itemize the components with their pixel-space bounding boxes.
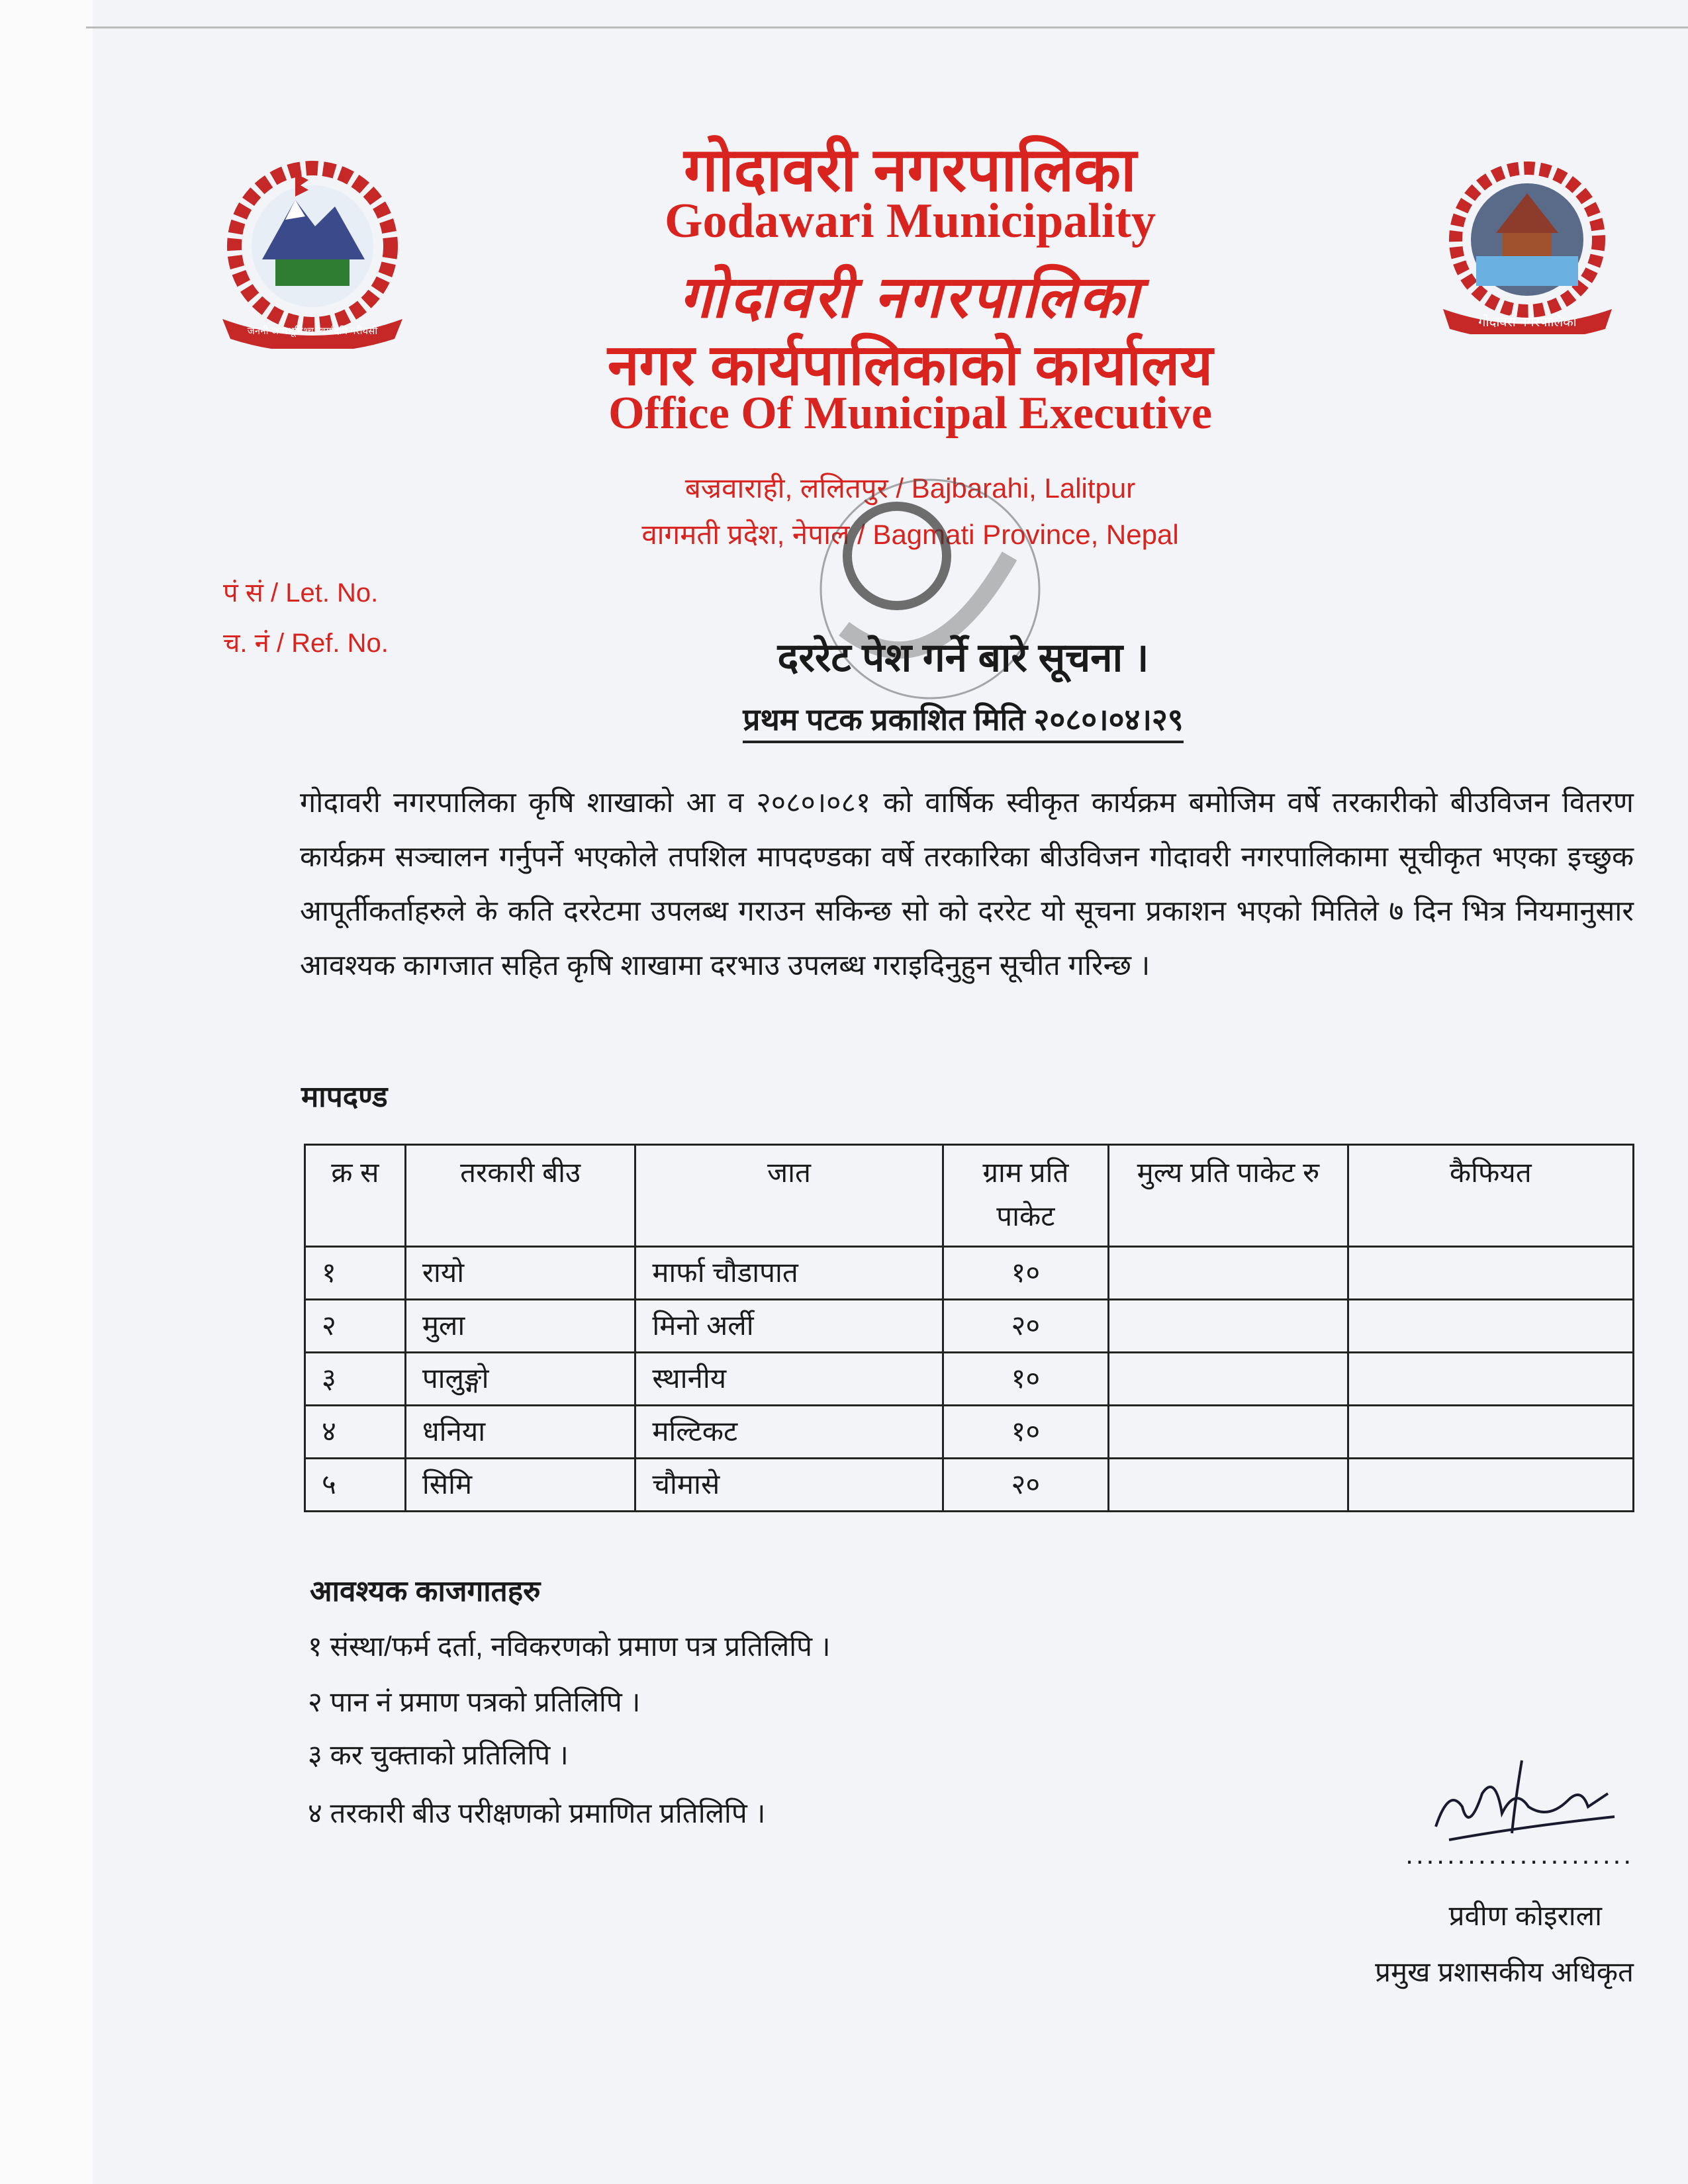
cell-variety: मल्टिकट bbox=[635, 1406, 943, 1459]
cell-variety: चौमासे bbox=[635, 1459, 943, 1512]
signatory-name: प्रवीण कोइराला bbox=[1448, 1900, 1602, 1931]
address-line-1: बज्रवाराही, ललितपुर / Bajbarahi, Lalitpur bbox=[684, 473, 1136, 504]
header-sn: क्र स bbox=[305, 1145, 406, 1247]
left-logo-motto: जननी जन्मभूमिश्च स्वर्गादपि गरीयसी bbox=[247, 326, 378, 337]
seed-criteria-table bbox=[304, 1144, 1634, 1512]
notice-title: दररेट पेश गर्ने बारे सूचना । bbox=[777, 635, 1149, 680]
cell-remarks bbox=[1348, 1406, 1633, 1459]
address-line-2: वागमती प्रदेश, नेपाल / Bagmati Province, Nepal bbox=[641, 519, 1179, 550]
header-seed: तरकारी बीउ bbox=[405, 1145, 635, 1247]
criteria-label: मापदण्ड bbox=[301, 1081, 388, 1113]
table-row bbox=[305, 1353, 1634, 1406]
scan-edge-line bbox=[86, 26, 1688, 28]
document-item: २ पान नं प्रमाण पत्रको प्रतिलिपि । bbox=[308, 1686, 641, 1717]
header-remarks: कैफियत bbox=[1348, 1145, 1633, 1247]
scan-margin bbox=[0, 0, 93, 2184]
cell-grams: १० bbox=[943, 1247, 1109, 1300]
table-row bbox=[305, 1300, 1634, 1353]
reference-number-label: च. नं / Ref. No. bbox=[223, 629, 389, 658]
cell-price bbox=[1109, 1406, 1348, 1459]
cell-variety: मिनो अर्ली bbox=[635, 1300, 943, 1353]
letter-number-label: पं सं / Let. No. bbox=[223, 578, 379, 608]
header-variety: जात bbox=[635, 1145, 943, 1247]
header-gram-per-packet: ग्राम प्रति पाकेट bbox=[943, 1145, 1109, 1247]
municipality-name-newari: गोदावरी नगरपालिका bbox=[679, 264, 1141, 330]
cell-sn: ४ bbox=[305, 1406, 406, 1459]
publication-date: प्रथम पटक प्रकाशित मिति २०८०।०४।२९ bbox=[314, 698, 1612, 739]
cell-remarks bbox=[1348, 1247, 1633, 1300]
cell-seed: धनिया bbox=[405, 1406, 635, 1459]
municipality-name-nepali: गोदावरी नगरपालिका bbox=[684, 136, 1137, 204]
signatory-designation: प्रमुख प्रशासकीय अधिकृत bbox=[1375, 1956, 1634, 1987]
cell-seed: सिमि bbox=[405, 1459, 635, 1512]
cell-grams: १० bbox=[943, 1406, 1109, 1459]
cell-price bbox=[1109, 1300, 1348, 1353]
cell-variety: स्थानीय bbox=[635, 1353, 943, 1406]
cell-seed: रायो bbox=[405, 1247, 635, 1300]
cell-remarks bbox=[1348, 1353, 1633, 1406]
cell-remarks bbox=[1348, 1459, 1633, 1512]
cell-price bbox=[1109, 1247, 1348, 1300]
notice-body: गोदावरी नगरपालिका कृषि शाखाको आ व २०८०।०८१ को वार्षिक स्वीकृत कार्यक्रम बमोजिम वर्षे तरकारीको बीउविजन वितरण कार्यक्रम सञ्चालन गर्नुपर्ने भएकोले तपशिल मापदण्डका वर्षे तरकारिका बीउविजन गोदावरी नगरपालिकामा सूचीकृत भएका इच्छुक आपूर्तीकर्ताहरुले के कति दररेटमा उपलब्ध गराउन सकिन्छ सो को दररेट यो सूचना प्रकाशन भएको मितिले ७ दिन भित्र नियमानुसार आवश्यक कागजात सहित कृषि शाखामा दरभाउ उपलब्ध गराइदिनुहुन सूचीत गरिन्छ । bbox=[300, 787, 1634, 981]
table-row bbox=[305, 1406, 1634, 1459]
cell-seed: पालुङ्गो bbox=[405, 1353, 635, 1406]
table-row bbox=[305, 1247, 1634, 1300]
right-logo-ribbon-text: गोदावरी नगरपालिका bbox=[1478, 315, 1577, 330]
document-item: १ संस्था/फर्म दर्ता, नविकरणको प्रमाण पत्र प्रतिलिपि । bbox=[308, 1631, 831, 1662]
document-item: ४ तरकारी बीउ परीक्षणको प्रमाणित प्रतिलिपि । bbox=[308, 1797, 766, 1829]
header-price-per-packet: मुल्य प्रति पाकेट रु bbox=[1109, 1145, 1348, 1247]
cell-price bbox=[1109, 1353, 1348, 1406]
signature bbox=[1423, 1747, 1621, 1853]
cell-sn: ३ bbox=[305, 1353, 406, 1406]
cell-grams: २० bbox=[943, 1459, 1109, 1512]
office-name-english: Office Of Municipal Executive bbox=[608, 388, 1212, 439]
required-documents-label: आवश्यक काजगातहरु bbox=[310, 1575, 541, 1608]
cell-sn: १ bbox=[305, 1247, 406, 1300]
table-row bbox=[305, 1459, 1634, 1512]
cell-variety: मार्फा चौडापात bbox=[635, 1247, 943, 1300]
signature-line: ...................... bbox=[1405, 1839, 1634, 1870]
table-header-row bbox=[305, 1145, 1634, 1247]
document-item: ३ कर चुक्ताको प्रतिलिपि । bbox=[308, 1739, 569, 1770]
office-name-nepali: नगर कार्यपालिकाको कार्यालय bbox=[607, 334, 1213, 397]
cell-sn: २ bbox=[305, 1300, 406, 1353]
cell-seed: मुला bbox=[405, 1300, 635, 1353]
municipality-name-english: Godawari Municipality bbox=[664, 194, 1156, 248]
cell-price bbox=[1109, 1459, 1348, 1512]
cell-grams: २० bbox=[943, 1300, 1109, 1353]
cell-grams: १० bbox=[943, 1353, 1109, 1406]
cell-sn: ५ bbox=[305, 1459, 406, 1512]
cell-remarks bbox=[1348, 1300, 1633, 1353]
